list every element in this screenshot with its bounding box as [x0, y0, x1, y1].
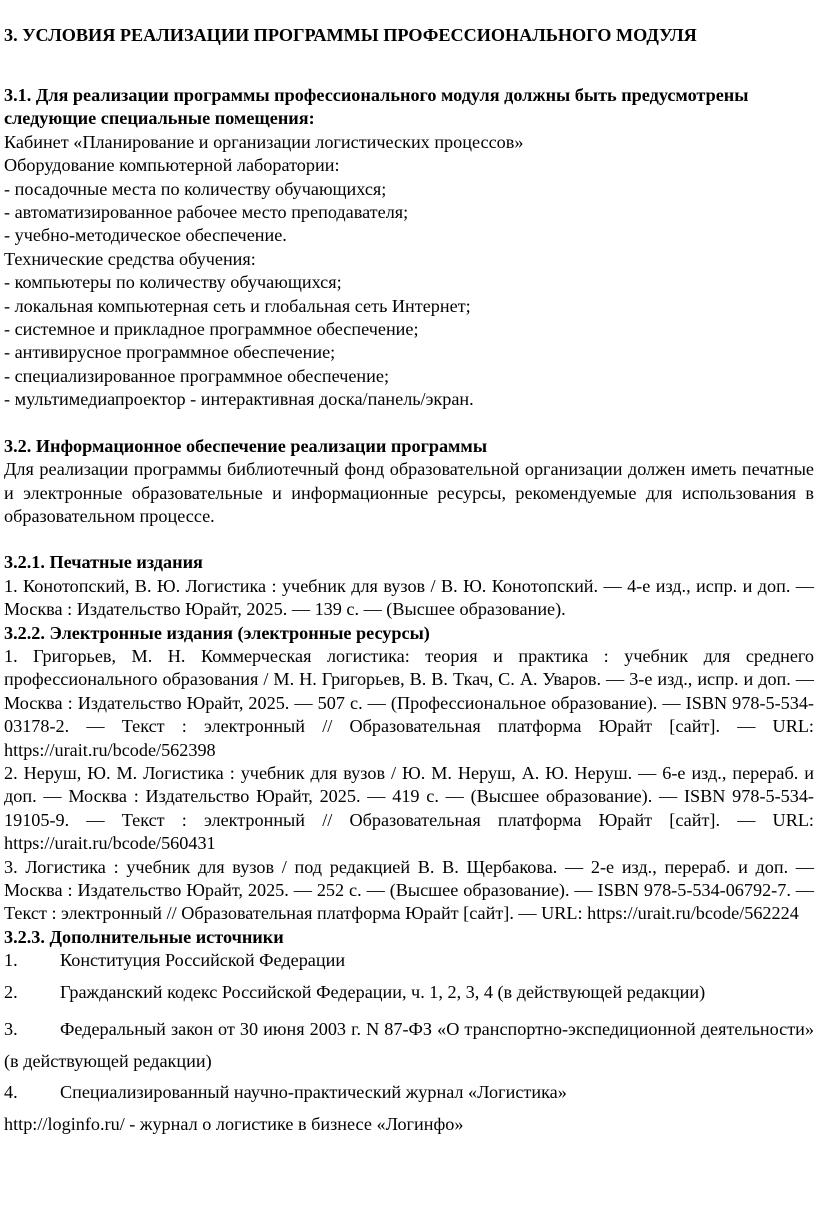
- additional-source-item: [4, 949, 814, 972]
- section-3-2-3-heading: 3.2.3. Дополнительные источники: [4, 926, 284, 947]
- tech-item: - компьютеры по количеству обучающихся;: [4, 272, 342, 293]
- additional-source-item: [4, 1081, 814, 1104]
- item-text: Конституция Российской Федерации: [60, 950, 346, 971]
- tech-item: - локальная компьютерная сеть и глобальная сеть Интернет;: [4, 295, 471, 316]
- section-3-2-1-heading: 3.2.1. Печатные издания: [4, 552, 203, 573]
- equipment-heading: Оборудование компьютерной лаборатории:: [4, 155, 340, 176]
- tech-item: - антивирусное программное обеспечение;: [4, 342, 336, 363]
- item-text: Гражданский кодекс Российской Федерации, ч. 1, 2, 3, 4 (в действующей редакции): [60, 982, 706, 1003]
- additional-source-item: [4, 1013, 814, 1077]
- document-body: [4, 24, 814, 1137]
- tech-item: - системное и прикладное программное обеспечение;: [4, 319, 419, 340]
- electronic-source-item: 1. Григорьев, М. Н. Коммерческая логистика: теория и практика : учебник для среднего профессионального образования / М. Н. Григорьев, В. В. Ткач, С. А. Уваров. — 3-е изд., испр. и доп. — Москва : Издательство Юрайт, 2025. — 507 с. — (Профессиональное образование). — ISBN 978-5-534-03178-2. — Текст : электронный // Образовательная платформа Юрайт [сайт]. — URL: https://urait.ru/bcode/562398: [4, 645, 814, 760]
- equipment-item: - посадочные места по количеству обучающихся;: [4, 178, 387, 199]
- journal-link-line: http://loginfo.ru/ - журнал о логистике в бизнесе «Логинфо»: [4, 1114, 464, 1135]
- tech-heading: Технические средства обучения:: [4, 248, 256, 269]
- spacer: [4, 528, 814, 551]
- spacer: [4, 412, 814, 435]
- printed-source-item: 1. Конотопский, В. Ю. Логистика : учебник для вузов / В. Ю. Конотопский. — 4-е изд., испр. и доп. — Москва : Издательство Юрайт, 2025. — 139 с. — (Высшее образование).: [4, 575, 814, 620]
- equipment-item: - учебно-методическое обеспечение.: [4, 225, 287, 246]
- electronic-source-item: 2. Неруш, Ю. М. Логистика : учебник для вузов / Ю. М. Неруш, А. Ю. Неруш. — 6-е изд., перераб. и доп. — Москва : Издательство Юрайт, 2025. — 419 с. — (Высшее образование). — ISBN 978-5-534-19105-9. — Текст : электронный // Образовательная платформа Юрайт [сайт]. — URL: https://urait.ru/bcode/560431: [4, 762, 814, 854]
- section-3-2-2-heading: 3.2.2. Электронные издания (электронные ресурсы): [4, 622, 430, 643]
- additional-source-item: [4, 981, 814, 1004]
- item-number: 2.: [4, 982, 18, 1003]
- item-number: 1.: [4, 950, 18, 971]
- section-3-2-text: Для реализации программы библиотечный фонд образовательной организации должен иметь печатные и электронные образовательные и информационные ресурсы, рекомендуемые для использования в образовательном процессе.: [4, 459, 814, 526]
- item-text: Федеральный закон от 30 июня 2003 г. N 87-ФЗ «О транспортно-экспедиционной деятельности» (в действующей редакции): [4, 1019, 814, 1072]
- item-text: Специализированный научно-практический журнал «Логистика»: [60, 1082, 567, 1103]
- spacer: [4, 47, 814, 70]
- cabinet-name: Кабинет «Планирование и организации логистических процессов»: [4, 131, 524, 152]
- equipment-item: - автоматизированное рабочее место преподавателя;: [4, 202, 409, 223]
- electronic-source-item: 3. Логистика : учебник для вузов / под редакцией В. В. Щербакова. — 2-е изд., перераб. и доп. — Москва : Издательство Юрайт, 2025. — 252 с. — (Высшее образование). — ISBN 978-5-534-06792-7. — Текст : электронный // Образовательная платформа Юрайт [сайт]. — URL: https://urait.ru/bcode/562224: [4, 856, 814, 924]
- section-3-1-heading: 3.1. Для реализации программы профессионального модуля должны быть предусмотрены следующие специальные помещения:: [4, 85, 749, 129]
- item-number: 4.: [4, 1082, 18, 1103]
- section-3-2-heading: 3.2. Информационное обеспечение реализации программы: [4, 435, 488, 456]
- item-number: 3.: [4, 1019, 18, 1040]
- tech-item: - мультимедиапроектор - интерактивная доска/панель/экран.: [4, 389, 474, 410]
- section-title: 3. УСЛОВИЯ РЕАЛИЗАЦИИ ПРОГРАММЫ ПРОФЕССИОНАЛЬНОГО МОДУЛЯ: [4, 25, 697, 45]
- tech-item: - специализированное программное обеспечение;: [4, 365, 390, 386]
